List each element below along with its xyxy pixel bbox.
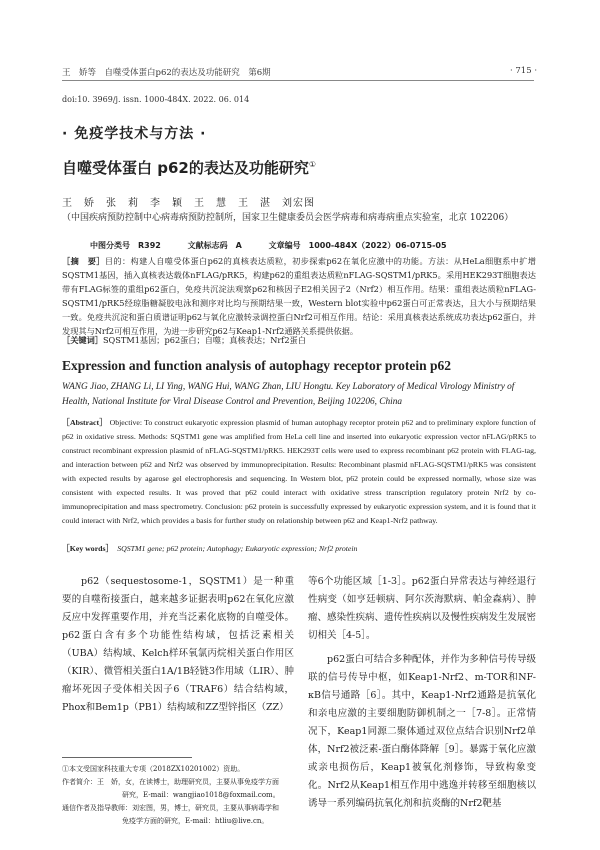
footnote-author-bio-cont: 研究，E-mail：wangjiao1018@foxmail.com。 (122, 791, 280, 799)
article-number: 文章编号 1000-484X（2022）06-0715-05 (268, 241, 447, 250)
body-paragraph: p62（sequestosome-1，SQSTM1）是一种重要的自噬衔接蛋白，越来越多证据表明p62在氧化应激反应中发挥重要作用，并充当泛素化底物的自噬受体。p62蛋白含有多个功能性结构域，包括泛素相关（UBA）结构域、Kelch样环氧氯丙烷相关蛋白作用区（KIR）、微管相关蛋白1A/1B轻链3作用域（LIR）、肿瘤坏死因子受体相关因子6（TRAF6）结合结构域，Phox和Bem1p（PB1）结构域和ZZ型锌指区（ZZ） (62, 576, 294, 713)
abstract-en-label: ［Abstract］ (62, 418, 108, 427)
header-divider (62, 80, 534, 81)
affiliation-cn: （中国疾病预防控制中心病毒病预防控制所，国家卫生健康委员会医学病毒和病毒病重点实验室，北京 102206） (62, 213, 514, 223)
page-number: · 715 · (510, 66, 538, 76)
document-code: 文献标志码 A (187, 241, 242, 250)
running-header: 王 娇等 自噬受体蛋白p62的表达及功能研究 第6期 (62, 68, 271, 78)
keywords-cn-label: ［关键词］ (62, 335, 103, 345)
classification-line (90, 240, 471, 251)
keywords-cn (62, 335, 306, 346)
keywords-en (62, 543, 357, 554)
footnote-author-bio: 作者简介：王 娇，女，在读博士，助理研究员，主要从事免疫学方面 (62, 778, 279, 786)
body-column-right (308, 573, 536, 813)
keywords-cn-text: SQSTM1基因；p62蛋白；自噬；真核表达；Nrf2蛋白 (102, 335, 306, 345)
abstract-cn (62, 254, 536, 338)
body-column-left (62, 573, 294, 717)
footnotes (62, 763, 302, 828)
keywords-en-label: ［Key words］ (62, 544, 110, 553)
authors-cn: 王 娇 张 莉 李 颖 王 慧 王 湛 刘宏图 (62, 198, 315, 209)
body-paragraph: 等6个功能区域［1-3］。p62蛋白异常表达与神经退行性病变（如亨廷顿病、阿尔茨海默病、帕金森病）、肿瘤、感染性疾病、遗传性疾病以及慢性疾病发生发展密切相关［4-5］。 (308, 576, 537, 641)
article-title-en: Expression and function analysis of autophagy receptor protein p62 (62, 358, 452, 373)
abstract-cn-label: ［摘 要］ (62, 256, 105, 266)
title-footnote-mark: ① (308, 160, 317, 169)
clc-number: 中图分类号 R392 (90, 241, 161, 250)
section-heading: · 免疫学技术与方法 · (62, 126, 207, 142)
abstract-cn-text: 目的：构建人自噬受体蛋白p62的真核表达质粒，初步探索p62在氧化应激中的功能。方法：从HeLa细胞系中扩增SQSTM1基因，插入真核表达载体nFLAG/pRK5，构建p62的重组表达质粒nFLAG-SQSTM1/pRK5。采用HEK293T细胞表达带有FLAG标签的重组p62蛋白，免疫共沉淀法观察p62和核因子E2相关因子2（Nrf2）相互作用。结果：重组表达质粒nFLAG-SQSTM1/pRK5经琼脂糖凝胶电泳和测序对比均与预期结果一致，Western blot实验中p62蛋白可正常表达，且大小与预期结果一致。免疫共沉淀和蛋白质谱证明p62与氧化应激转录调控蛋白Nrf2可相互作用。结论：采用真核表达系统成功表达p62蛋白，并发现其与Nrf2可相互作用，为进一步研究p62与Keap1-Nrf2通路关系提供依据。 (62, 256, 536, 336)
abstract-en (62, 416, 536, 528)
article-title (62, 157, 316, 178)
footnote-corresponding-cont: 免疫学方面的研究，E-mail：htliu@live.cn。 (122, 817, 269, 825)
keywords-en-text: SQSTM1 gene; p62 protein; Autophagy; Eukaryotic expression; Nrf2 protein (117, 544, 358, 553)
footnote-fund: ①本文受国家科技重大专项（2018ZX10201002）资助。 (62, 765, 245, 773)
doi: doi:10. 3969/j. issn. 1000-484X. 2022. 06. 014 (62, 95, 250, 104)
title-text: 自噬受体蛋白 p62的表达及功能研究 (62, 159, 309, 177)
body-paragraph: p62蛋白可结合多种配体，并作为多种信号传导级联的信号传导中枢，如Keap1-Nrf2、m-TOR和NF-κB信号通路［6］。其中，Keap1-Nrf2通路是抗氧化和亲电应激的主要细胞防御机制之一［7-8］。正常情况下，Keap1同源二聚体通过双位点结合识别Nrf2单体，Nrf2被泛素-蛋白酶体降解［9］。暴露于氧化应激或亲电损伤后，Keap1被氧化剂修饰，导致构象变化。Nrf2从Keap1相互作用中逃逸并转移至细胞核以诱导一系列编码抗氧化剂和抗炎酶的Nrf2靶基 (308, 654, 536, 809)
footnote-divider (62, 757, 192, 758)
authors-en: WANG Jiao, ZHANG Li, LI Ying, WANG Hui, WANG Zhan, LIU Hongtu. Key Laboratory of Medical Virology Ministry of Health, National Institute for Viral Disease Control and Prevention, Beijing 102206, China (62, 382, 515, 407)
footnote-corresponding: 通信作者及指导教师：刘宏图，男，博士，研究员，主要从事病毒学和 (62, 804, 279, 812)
abstract-en-text: Objective: To construct eukaryotic expression plasmid of human autophagy receptor protein p62 and to preliminary explore function of p62 in oxidative stress. Methods: SQSTM1 gene was amplified from HeLa cell line and inserted into eukaryotic expression vector nFLAG/pRK5 to construct recombinant expression plasmid of nFLAG-SQSTM1/pRK5. HEK293T cells were used to express recombinant p62 protein with FLAG-tag, and interaction between p62 and Nrf2 was observed by immunoprecipitation. Results: Recombinant plasmid nFLAG-SQSTM1/pRK5 was consistent with expected results by agarose gel electrophoresis and sequencing. In Western blot, p62 protein could be expressed normally, whose size was consistent with expected results. It was proved that p62 could interact with oxidative stress transcription regulatory protein Nrf2 by co-immunoprecipitation and mass spectrometry. Conclusion: p62 protein is successfully expressed by eukaryotic expression system, and it is found that it could interact with Nrf2, which provides a basis for further study on relationship between p62 and Keap1-Nrf2 pathway. (62, 418, 537, 525)
